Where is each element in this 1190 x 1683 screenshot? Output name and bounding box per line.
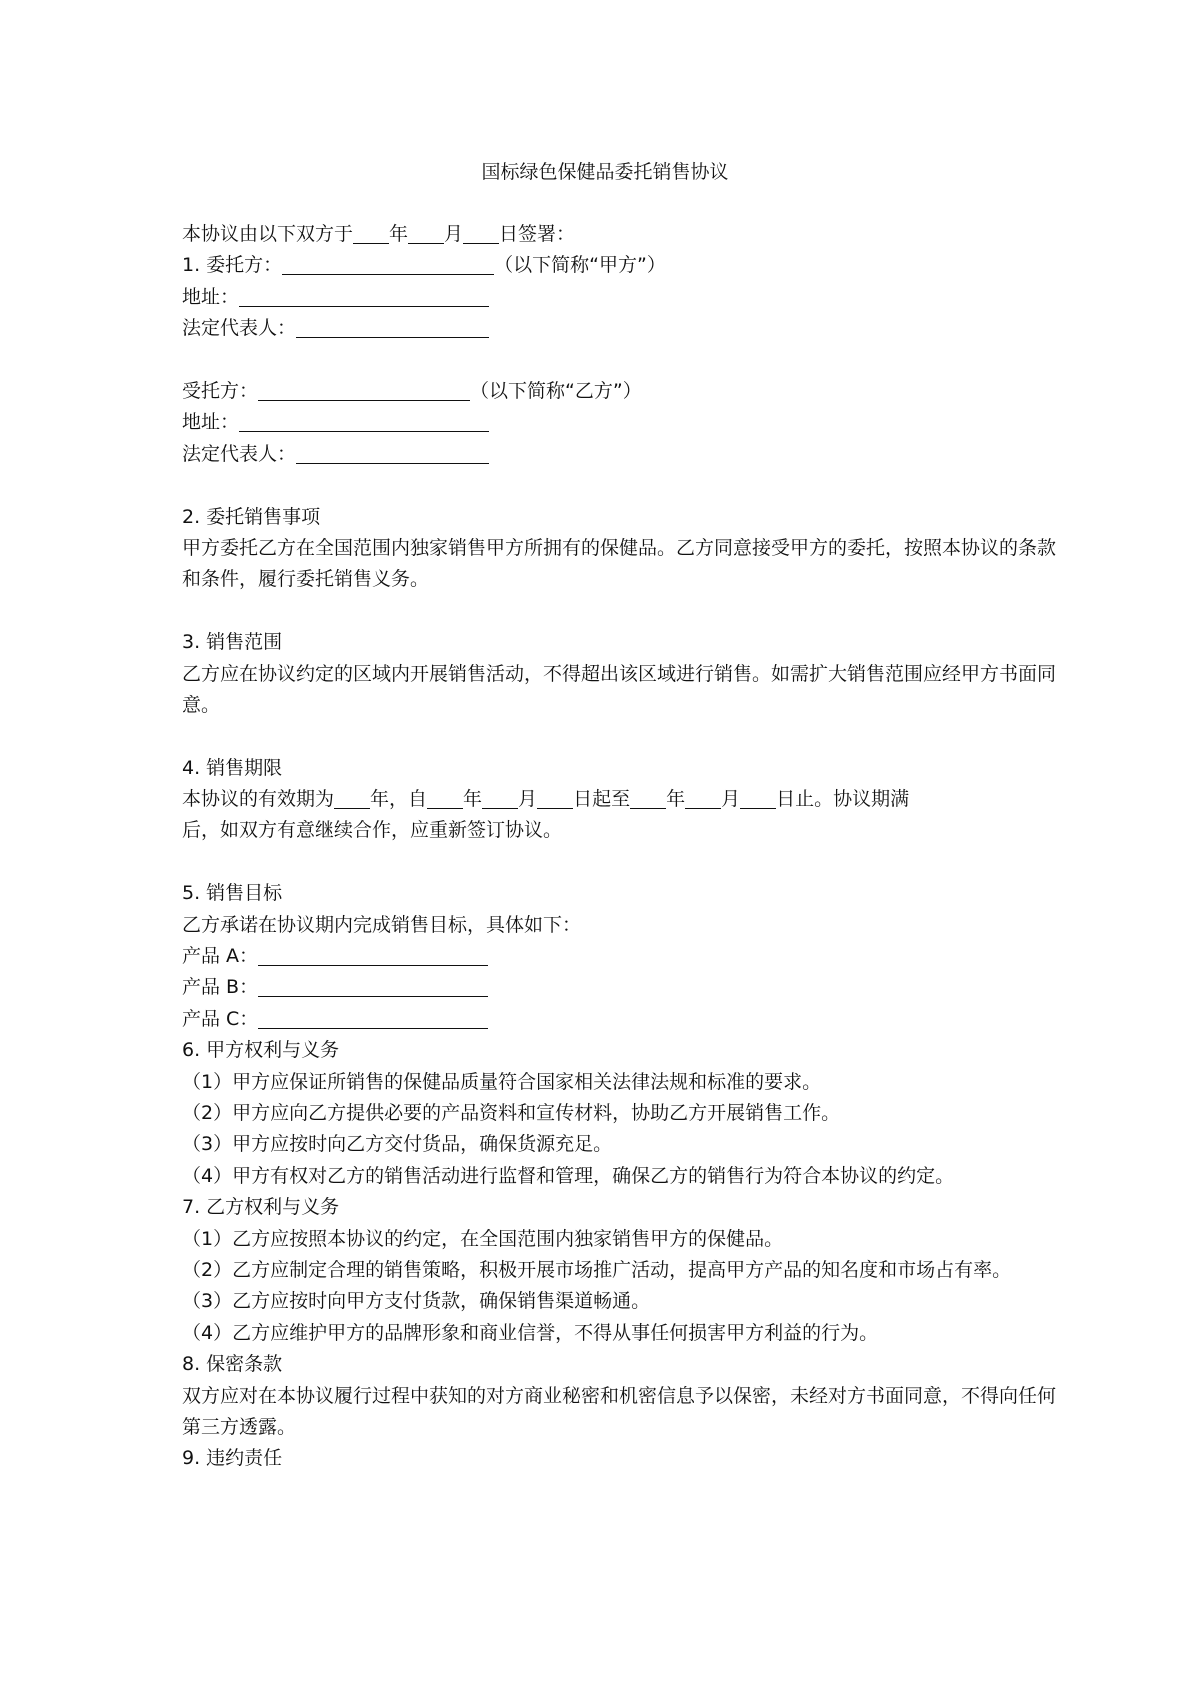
party-a-address-line [182,282,1062,313]
section-9-heading: 9. 违约责任 [182,1447,283,1470]
party-b-rep-line [182,439,1062,470]
party-b-alias: （以下简称“乙方”） [470,379,642,402]
blank-start-day [537,787,573,809]
blank-start-month [482,787,518,809]
section-2-heading: 2. 委托销售事项 [182,505,321,528]
blank-product-c [258,1007,488,1029]
blank-term-years [334,787,370,809]
section-7-item: （1）乙方应按照本协议的约定，在全国范围内独家销售甲方的保健品。 [182,1227,784,1250]
product-a-label: 产品 A： [182,945,259,968]
product-c-label: 产品 C： [182,1007,259,1030]
party-a-rep-line [182,313,1062,344]
product-c-line [182,1004,1062,1035]
blank-end-month [685,787,721,809]
party-b-label: 受托方： [182,379,259,402]
section-3-text: 乙方应在协议约定的区域内开展销售活动，不得超出该区域进行销售。如需扩大销售范围应经甲方书面同意。 [182,662,1057,716]
party-a-address-label: 地址： [182,285,240,308]
day-label: 日签署： [499,223,576,245]
product-b-label: 产品 B： [182,976,259,999]
spacer [182,345,1062,376]
blank-product-a [258,944,488,966]
section-6-item: （1）甲方应保证所销售的保健品质量符合国家相关法律法规和标准的要求。 [182,1070,822,1093]
party-a-label: 1. 委托方： [182,254,283,277]
blank-party-b-address [239,410,489,432]
section-6-item: （4）甲方有权对乙方的销售活动进行监督和管理，确保乙方的销售行为符合本协议的约定。 [182,1164,955,1187]
product-b-line [182,972,1062,1003]
blank-party-b-name [258,379,470,401]
blank-party-a-address [239,285,489,307]
party-b-address-line [182,407,1062,438]
section-2-text: 甲方委托乙方在全国范围内独家销售甲方所拥有的保健品。乙方同意接受甲方的委托，按照本协议的条款和条件，履行委托销售义务。 [182,536,1057,591]
term-text-4: 月 [518,788,538,811]
section-5-heading: 5. 销售目标 [182,882,283,905]
blank-party-a-rep [296,316,489,338]
year-label: 年 [389,223,409,245]
blank-month [408,222,444,244]
term-text-1: 本协议的有效期为 [182,788,335,811]
section-5-text: 乙方承诺在协议期内完成销售目标，具体如下： [182,913,582,936]
signing-date-line [182,219,1062,250]
section-3-heading: 3. 销售范围 [182,631,283,654]
section-8-text: 双方应对在本协议履行过程中获知的对方商业秘密和机密信息予以保密，未经对方书面同意，不得向任何第三方透露。 [182,1384,1057,1438]
party-a-line [182,250,1062,281]
spacer [182,596,1062,627]
party-a-alias: （以下简称“甲方”） [494,254,666,277]
blank-year [353,222,389,244]
signing-date-prefix: 本协议由以下双方于 [182,223,354,245]
term-text-8: 日止。协议期满 [776,788,910,811]
party-b-line [182,376,1062,407]
blank-day [463,222,499,244]
party-b-rep-label: 法定代表人： [182,442,297,465]
section-7-item: （4）乙方应维护甲方的品牌形象和商业信誉，不得从事任何损害甲方利益的行为。 [182,1321,879,1344]
term-text-7: 月 [721,788,741,811]
party-b-address-label: 地址： [182,411,240,434]
blank-end-day [740,787,776,809]
product-a-line [182,941,1062,972]
month-label: 月 [444,223,464,245]
document-body [182,219,1062,1475]
party-a-rep-label: 法定代表人： [182,317,297,340]
blank-end-year [630,787,666,809]
term-text-6: 年 [666,788,686,811]
term-text-2: 年，自 [370,788,428,811]
term-text-3: 年 [463,788,483,811]
term-text-5: 日起至 [573,788,631,811]
section-6-item: （3）甲方应按时向乙方交付货品，确保货源充足。 [182,1133,613,1156]
document-title: 国标绿色保健品委托销售协议 [481,161,729,183]
section-7-item: （3）乙方应按时向甲方支付货款，确保销售渠道畅通。 [182,1290,651,1313]
section-4-heading: 4. 销售期限 [182,756,283,779]
section-8-heading: 8. 保密条款 [182,1353,283,1376]
blank-start-year [427,787,463,809]
section-6-heading: 6. 甲方权利与义务 [182,1039,340,1062]
blank-party-b-rep [296,442,489,464]
section-4-term-line [182,784,1062,815]
section-7-heading: 7. 乙方权利与义务 [182,1196,340,1219]
section-6-item: （2）甲方应向乙方提供必要的产品资料和宣传材料，协助乙方开展销售工作。 [182,1102,841,1124]
blank-product-b [258,975,488,997]
blank-party-a-name [282,253,494,275]
spacer [182,847,1062,878]
section-7-item: （2）乙方应制定合理的销售策略，积极开展市场推广活动，提高甲方产品的知名度和市场占有率。 [182,1258,1012,1281]
spacer [182,721,1062,752]
spacer [182,470,1062,501]
section-4-text-line-2: 后，如双方有意继续合作，应重新签订协议。 [182,819,563,842]
